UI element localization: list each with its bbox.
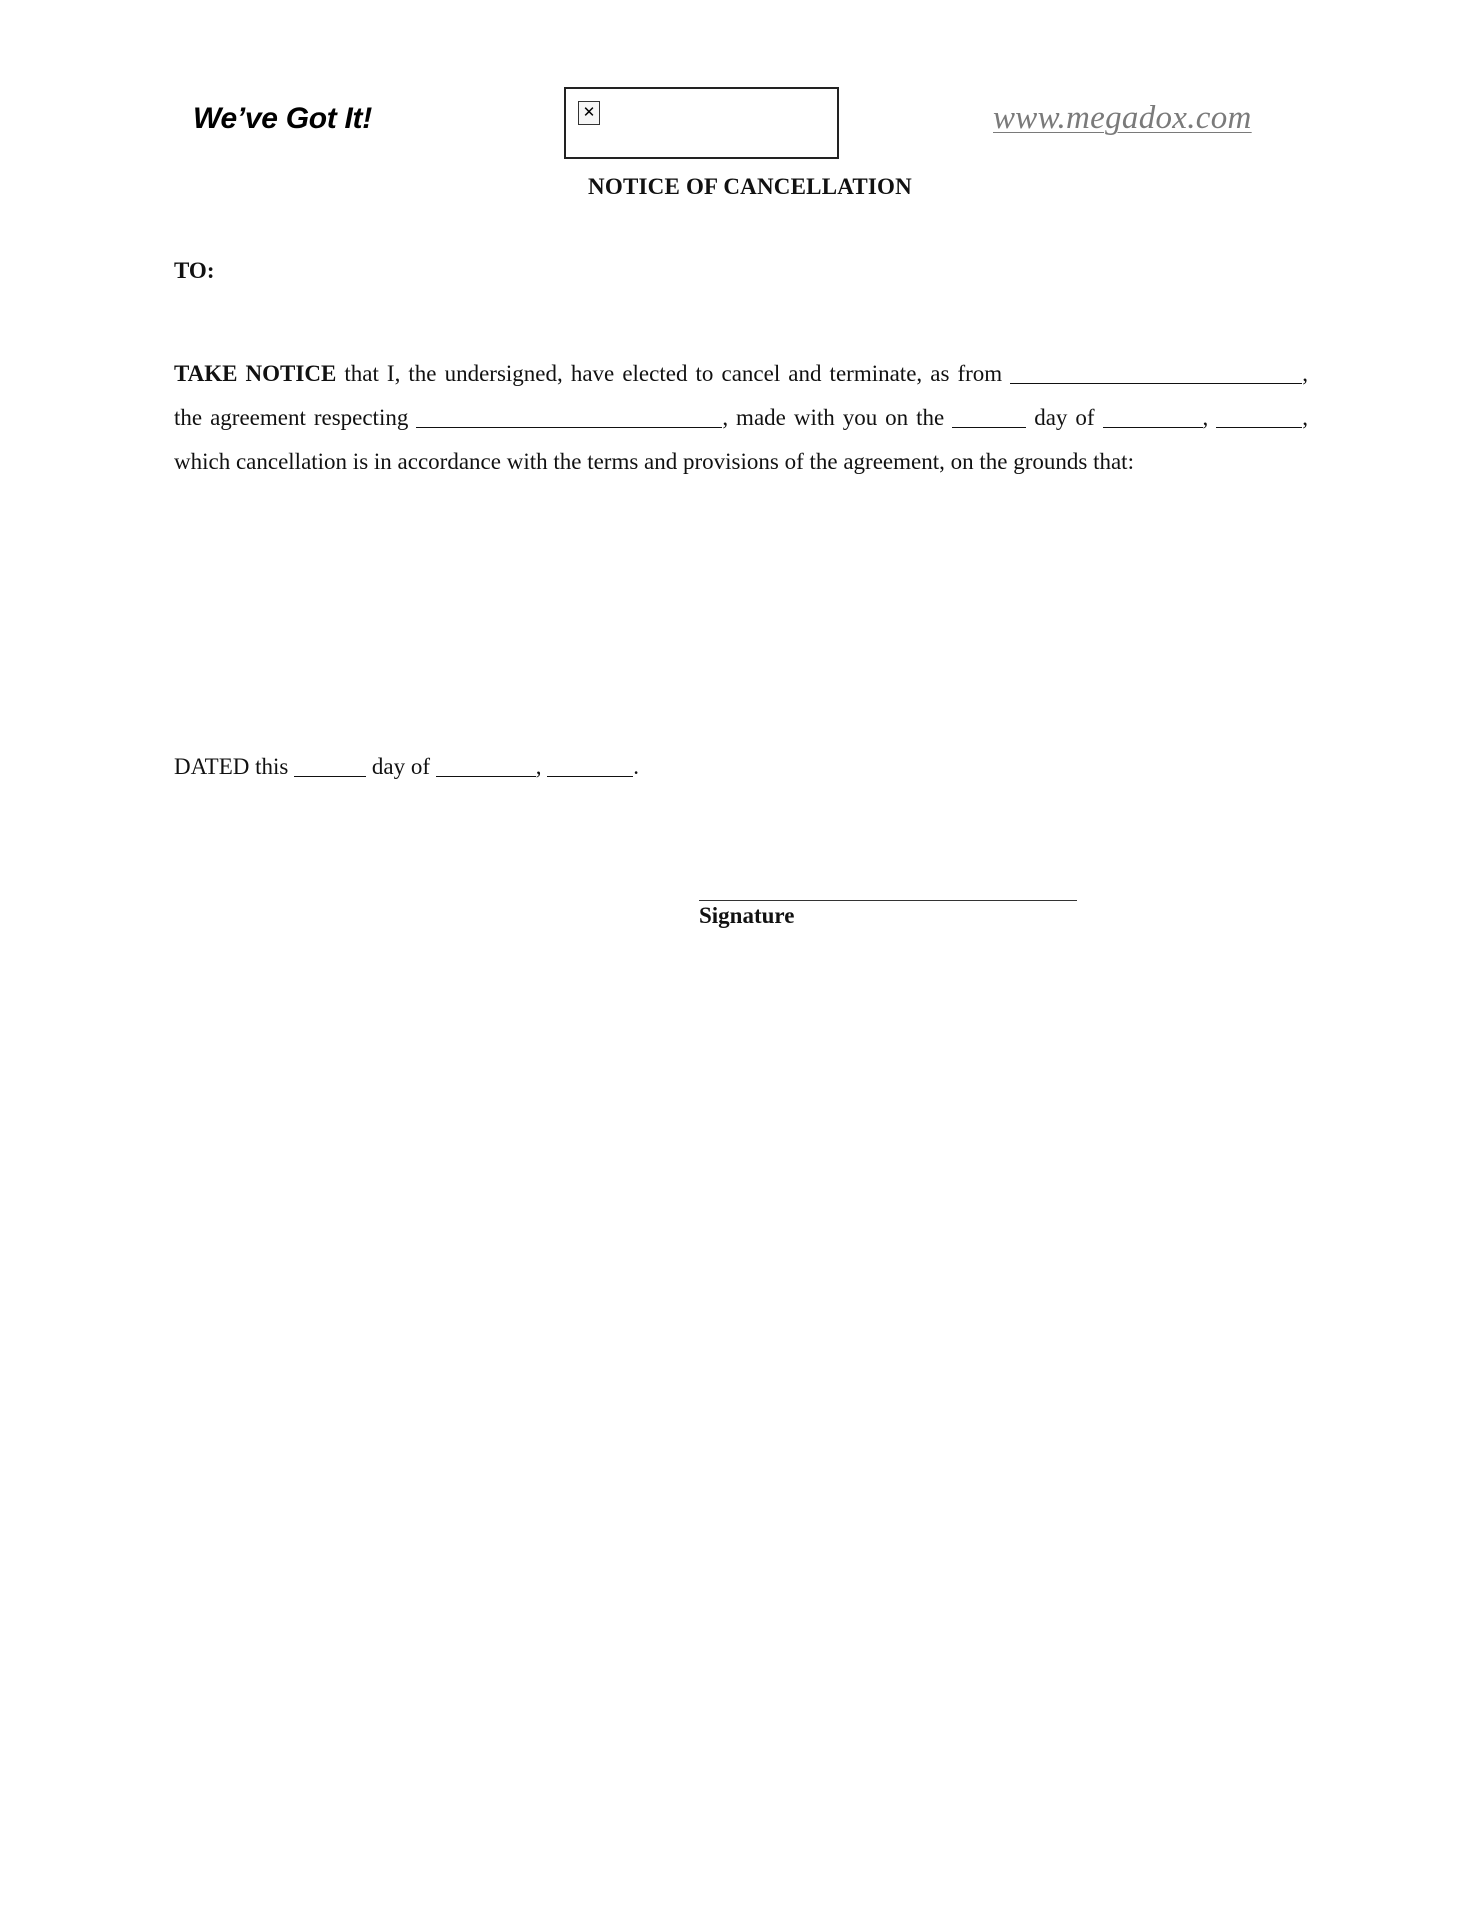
- notice-lead: TAKE NOTICE: [174, 361, 337, 386]
- agreement-day-blank[interactable]: [952, 404, 1026, 428]
- effective-date-blank[interactable]: [1010, 360, 1302, 384]
- document-title: NOTICE OF CANCELLATION: [588, 174, 912, 199]
- dated-comma: ,: [535, 754, 548, 779]
- dated-line: [174, 752, 639, 782]
- broken-image-icon: ✕: [578, 101, 600, 125]
- dated-prefix: DATED this: [174, 754, 295, 779]
- agreement-year-blank[interactable]: [1216, 404, 1302, 428]
- logo-placeholder: [564, 87, 839, 159]
- signature-label: Signature: [699, 903, 795, 928]
- to-label: TO:: [174, 258, 215, 283]
- notice-text-4: day of: [1026, 405, 1103, 430]
- notice-text-2: , the agreement respecting: [174, 361, 1308, 430]
- notice-text-1: that I, the undersigned, have elected to cancel and terminate, as from: [336, 361, 1011, 386]
- dated-day-of: day of: [366, 754, 436, 779]
- notice-paragraph: [174, 352, 1308, 484]
- dated-month-blank[interactable]: [436, 753, 536, 777]
- agreement-month-blank[interactable]: [1103, 404, 1203, 428]
- signature-line[interactable]: [699, 900, 1077, 901]
- dated-end: .: [633, 754, 639, 779]
- website-link[interactable]: www.megadox.com: [993, 100, 1252, 136]
- notice-text-3: , made with you on the: [722, 405, 953, 430]
- notice-text-6: , which cancellation is in accordance with the terms and provisions of the agreement, on the grounds that:: [174, 405, 1309, 474]
- dated-day-blank[interactable]: [294, 753, 366, 777]
- dated-year-blank[interactable]: [547, 753, 633, 777]
- header-tagline: We’ve Got It!: [193, 102, 372, 135]
- agreement-subject-blank[interactable]: [416, 404, 722, 428]
- notice-text-5: ,: [1202, 405, 1217, 430]
